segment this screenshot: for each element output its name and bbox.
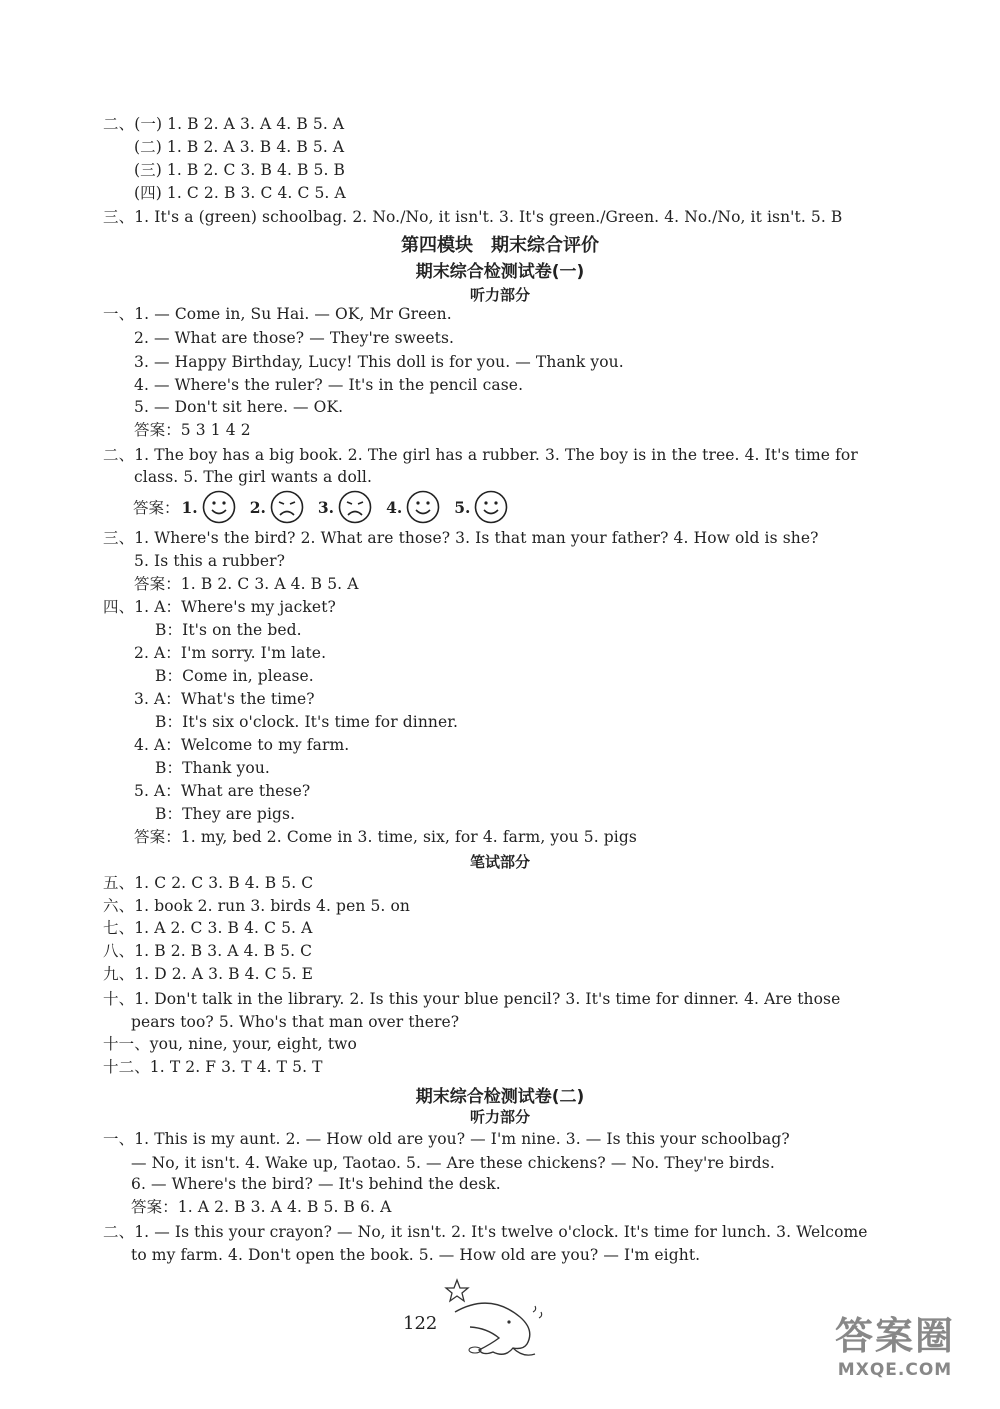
smiley-sad-icon [338, 490, 372, 524]
test-title: 期末综合检测试卷(一) [415, 262, 585, 282]
section-heading: 听力部分 [469, 286, 530, 304]
answer-line: 一、1. — Come in, Su Hai. — OK, Mr Green. [103, 305, 452, 323]
answer-line: 九、1. D 2. A 3. B 4. C 5. E [103, 965, 314, 983]
answer-line: 4. — Where's the ruler? — It's in the pencil case. [134, 376, 524, 394]
face-answer-1: 1. [182, 490, 236, 524]
watermark [800, 1305, 990, 1380]
answer-line: (二) 1. B 2. A 3. B 4. B 5. A [134, 138, 345, 156]
face-answer-4: 4. [386, 490, 440, 524]
answer-line: B：They are pigs. [155, 805, 296, 823]
answer-line: 5. A：What are these? [134, 782, 311, 800]
watermark-logo: 答案圈 [834, 1314, 955, 1358]
answer-line: 2. A：I'm sorry. I'm late. [134, 644, 327, 662]
answer-line: class. 5. The girl wants a doll. [134, 468, 373, 486]
answer-line: 八、1. B 2. B 3. A 4. B 5. C [103, 942, 313, 960]
answer-line: 二、(一) 1. B 2. A 3. A 4. B 5. A [103, 115, 345, 133]
page-number: 122 [403, 1313, 438, 1334]
answer-line: 三、1. Where's the bird? 2. What are those? 3. Is that man your father? 4. How old is she? [103, 529, 819, 547]
face-answer-2: 2. [250, 490, 304, 524]
face-answer-3: 3. [318, 490, 372, 524]
answer-line: 3. A：What's the time? [134, 690, 315, 708]
answer-line: 四、1. A：Where's my jacket? [103, 598, 336, 616]
answer-line: to my farm. 4. Don't open the book. 5. — How old are you? — I'm eight. [131, 1246, 701, 1264]
watermark-url: MXQE.COM [837, 1360, 953, 1380]
answer-line: 5. Is this a rubber? [134, 552, 286, 570]
smiley-happy-icon [406, 490, 440, 524]
smiley-happy-icon [474, 490, 508, 524]
section-heading: 听力部分 [469, 1108, 530, 1126]
answer-line: 一、1. This is my aunt. 2. — How old are you? — I'm nine. 3. — Is this your schoolbag? [103, 1130, 790, 1148]
answer-line: 4. A：Welcome to my farm. [134, 736, 350, 754]
answer-line: 十一、you, nine, your, eight, two [103, 1035, 357, 1053]
answer-line: B：Thank you. [155, 759, 270, 777]
answer-line: 六、1. book 2. run 3. birds 4. pen 5. on [103, 897, 410, 915]
answer-line: 答案：1. B 2. C 3. A 4. B 5. A [134, 575, 359, 593]
answer-line: B：It's on the bed. [155, 621, 302, 639]
face-answers [133, 488, 522, 526]
answer-line: — No, it isn't. 4. Wake up, Taotao. 5. — Are these chickens? — No. They're birds. [131, 1154, 775, 1172]
answer-line: 十二、1. T 2. F 3. T 4. T 5. T [103, 1058, 323, 1076]
module-heading: 第四模块 期末综合评价 [401, 235, 599, 256]
answer-prefix: 答案： [133, 499, 180, 517]
answer-line: 3. — Happy Birthday, Lucy! This doll is for you. — Thank you. [134, 353, 624, 371]
answer-line: 6. — Where's the bird? — It's behind the desk. [131, 1175, 501, 1193]
answer-line: 三、1. It's a (green) schoolbag. 2. No./No, it isn't. 3. It's green./Green. 4. No./No, it isn't. 5. B [103, 208, 843, 226]
answer-line: (三) 1. B 2. C 3. B 4. B 5. B [134, 161, 346, 179]
answer-line: B：Come in, please. [155, 667, 314, 685]
answer-line: 二、1. The boy has a big book. 2. The girl has a rubber. 3. The boy is in the tree. 4. It's time for [103, 446, 858, 464]
answer-line: B：It's six o'clock. It's time for dinner. [155, 713, 459, 731]
answer-line: 五、1. C 2. C 3. B 4. B 5. C [103, 874, 314, 892]
answer-line: 二、1. — Is this your crayon? — No, it isn't. 2. It's twelve o'clock. It's time for lunch. 3. Welcome [103, 1223, 868, 1241]
smiley-happy-icon [202, 490, 236, 524]
test-title: 期末综合检测试卷(二) [415, 1087, 585, 1107]
answer-line: 5. — Don't sit here. — OK. [134, 398, 344, 416]
answer-line: (四) 1. C 2. B 3. C 4. C 5. A [134, 184, 346, 202]
answer-line: 答案：5 3 1 4 2 [134, 421, 251, 439]
section-heading: 笔试部分 [469, 853, 530, 871]
answer-line: 答案：1. my, bed 2. Come in 3. time, six, for 4. farm, you 5. pigs [134, 828, 637, 846]
answer-line: pears too? 5. Who's that man over there? [131, 1013, 460, 1031]
face-answer-5: 5. [454, 490, 508, 524]
answer-line: 2. — What are those? — They're sweets. [134, 329, 455, 347]
smiley-sad-icon [270, 490, 304, 524]
answer-line: 答案：1. A 2. B 3. A 4. B 5. B 6. A [131, 1198, 392, 1216]
answer-line: 七、1. A 2. C 3. B 4. C 5. A [103, 919, 313, 937]
answer-line: 十、1. Don't talk in the library. 2. Is this your blue pencil? 3. It's time for dinner. 4. Are those [103, 990, 841, 1008]
